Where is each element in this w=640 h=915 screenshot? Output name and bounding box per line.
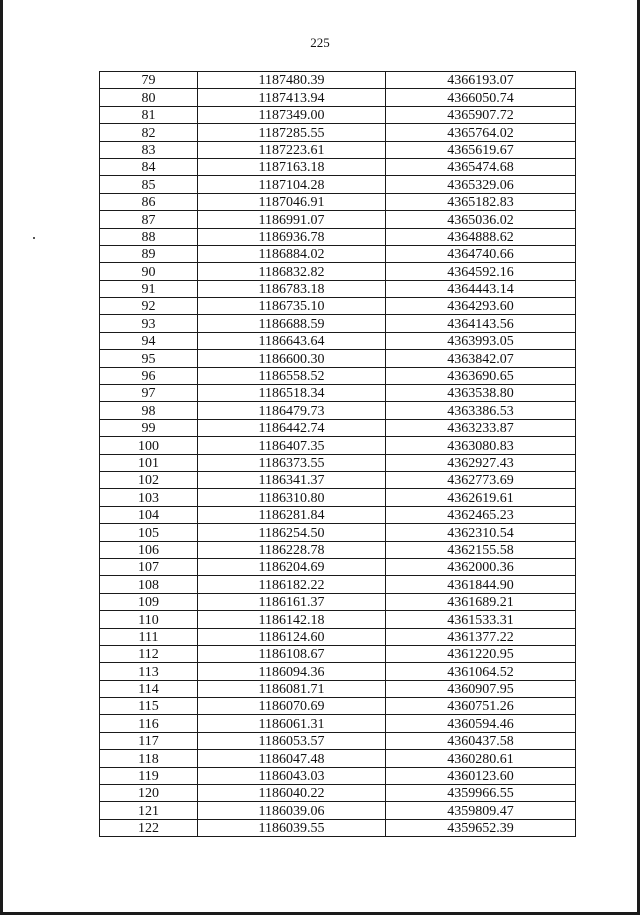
table-row	[100, 72, 576, 89]
point-number-cell: 93	[100, 315, 198, 332]
y-coordinate-cell: 4363080.83	[386, 437, 576, 454]
x-coordinate-cell: 1186061.31	[198, 715, 386, 732]
point-number-cell: 91	[100, 280, 198, 297]
x-coordinate-cell: 1186643.64	[198, 332, 386, 349]
y-coordinate-cell: 4359809.47	[386, 802, 576, 819]
point-number-cell: 111	[100, 628, 198, 645]
y-coordinate-cell: 4363993.05	[386, 332, 576, 349]
y-coordinate-cell: 4366193.07	[386, 72, 576, 89]
y-coordinate-cell: 4362619.61	[386, 489, 576, 506]
x-coordinate-cell: 1186228.78	[198, 541, 386, 558]
x-coordinate-cell: 1186735.10	[198, 298, 386, 315]
page-edge-left	[0, 0, 3, 915]
point-number-cell: 99	[100, 419, 198, 436]
point-number-cell: 117	[100, 732, 198, 749]
y-coordinate-cell: 4361844.90	[386, 576, 576, 593]
point-number-cell: 109	[100, 593, 198, 610]
y-coordinate-cell: 4361220.95	[386, 645, 576, 662]
table-row	[100, 280, 576, 297]
x-coordinate-cell: 1186936.78	[198, 228, 386, 245]
table-row	[100, 124, 576, 141]
y-coordinate-cell: 4360437.58	[386, 732, 576, 749]
point-number-cell: 84	[100, 158, 198, 175]
point-number-cell: 106	[100, 541, 198, 558]
y-coordinate-cell: 4365474.68	[386, 158, 576, 175]
y-coordinate-cell: 4364143.56	[386, 315, 576, 332]
coordinates-table	[99, 71, 576, 837]
y-coordinate-cell: 4362000.36	[386, 558, 576, 575]
point-number-cell: 122	[100, 819, 198, 836]
table-row	[100, 193, 576, 210]
x-coordinate-cell: 1187413.94	[198, 89, 386, 106]
point-number-cell: 107	[100, 558, 198, 575]
point-number-cell: 85	[100, 176, 198, 193]
y-coordinate-cell: 4365182.83	[386, 193, 576, 210]
x-coordinate-cell: 1187104.28	[198, 176, 386, 193]
x-coordinate-cell: 1186040.22	[198, 785, 386, 802]
y-coordinate-cell: 4362155.58	[386, 541, 576, 558]
table-row	[100, 819, 576, 836]
y-coordinate-cell: 4363233.87	[386, 419, 576, 436]
x-coordinate-cell: 1186182.22	[198, 576, 386, 593]
x-coordinate-cell: 1186518.34	[198, 385, 386, 402]
table-row	[100, 767, 576, 784]
table-row	[100, 419, 576, 436]
point-number-cell: 98	[100, 402, 198, 419]
x-coordinate-cell: 1186124.60	[198, 628, 386, 645]
x-coordinate-cell: 1186688.59	[198, 315, 386, 332]
table-row	[100, 158, 576, 175]
table-row	[100, 367, 576, 384]
x-coordinate-cell: 1186108.67	[198, 645, 386, 662]
x-coordinate-cell: 1186204.69	[198, 558, 386, 575]
table-row	[100, 698, 576, 715]
table-row	[100, 471, 576, 488]
x-coordinate-cell: 1186991.07	[198, 211, 386, 228]
scan-speck	[33, 237, 35, 239]
x-coordinate-cell: 1186053.57	[198, 732, 386, 749]
point-number-cell: 86	[100, 193, 198, 210]
point-number-cell: 97	[100, 385, 198, 402]
point-number-cell: 80	[100, 89, 198, 106]
point-number-cell: 114	[100, 680, 198, 697]
point-number-cell: 100	[100, 437, 198, 454]
y-coordinate-cell: 4365329.06	[386, 176, 576, 193]
point-number-cell: 88	[100, 228, 198, 245]
y-coordinate-cell: 4365036.02	[386, 211, 576, 228]
table-row	[100, 402, 576, 419]
point-number-cell: 81	[100, 106, 198, 123]
table-row	[100, 298, 576, 315]
point-number-cell: 82	[100, 124, 198, 141]
table-row	[100, 141, 576, 158]
coordinates-table-body	[100, 72, 576, 837]
x-coordinate-cell: 1186479.73	[198, 402, 386, 419]
y-coordinate-cell: 4360280.61	[386, 750, 576, 767]
table-row	[100, 628, 576, 645]
x-coordinate-cell: 1186600.30	[198, 350, 386, 367]
point-number-cell: 101	[100, 454, 198, 471]
x-coordinate-cell: 1186373.55	[198, 454, 386, 471]
y-coordinate-cell: 4365764.02	[386, 124, 576, 141]
y-coordinate-cell: 4359652.39	[386, 819, 576, 836]
y-coordinate-cell: 4360123.60	[386, 767, 576, 784]
table-row	[100, 645, 576, 662]
table-row	[100, 263, 576, 280]
table-row	[100, 350, 576, 367]
point-number-cell: 108	[100, 576, 198, 593]
x-coordinate-cell: 1186142.18	[198, 611, 386, 628]
x-coordinate-cell: 1187163.18	[198, 158, 386, 175]
x-coordinate-cell: 1186094.36	[198, 663, 386, 680]
table-row	[100, 211, 576, 228]
table-row	[100, 680, 576, 697]
x-coordinate-cell: 1186161.37	[198, 593, 386, 610]
table-row	[100, 750, 576, 767]
x-coordinate-cell: 1186310.80	[198, 489, 386, 506]
page-number: 225	[310, 35, 330, 50]
y-coordinate-cell: 4360751.26	[386, 698, 576, 715]
x-coordinate-cell: 1187480.39	[198, 72, 386, 89]
table-row	[100, 593, 576, 610]
y-coordinate-cell: 4363538.80	[386, 385, 576, 402]
point-number-cell: 110	[100, 611, 198, 628]
x-coordinate-cell: 1186832.82	[198, 263, 386, 280]
point-number-cell: 115	[100, 698, 198, 715]
point-number-cell: 104	[100, 506, 198, 523]
table-row	[100, 715, 576, 732]
point-number-cell: 105	[100, 524, 198, 541]
point-number-cell: 103	[100, 489, 198, 506]
y-coordinate-cell: 4364443.14	[386, 280, 576, 297]
table-row	[100, 89, 576, 106]
table-row	[100, 558, 576, 575]
y-coordinate-cell: 4361689.21	[386, 593, 576, 610]
table-row	[100, 454, 576, 471]
table-row	[100, 663, 576, 680]
point-number-cell: 116	[100, 715, 198, 732]
x-coordinate-cell: 1186039.55	[198, 819, 386, 836]
x-coordinate-cell: 1186783.18	[198, 280, 386, 297]
table-row	[100, 437, 576, 454]
table-row	[100, 315, 576, 332]
point-number-cell: 92	[100, 298, 198, 315]
table-row	[100, 506, 576, 523]
table-row	[100, 541, 576, 558]
table-row	[100, 524, 576, 541]
table-row	[100, 385, 576, 402]
table-row	[100, 228, 576, 245]
table-row	[100, 732, 576, 749]
table-row	[100, 332, 576, 349]
point-number-cell: 95	[100, 350, 198, 367]
x-coordinate-cell: 1186407.35	[198, 437, 386, 454]
point-number-cell: 79	[100, 72, 198, 89]
point-number-cell: 96	[100, 367, 198, 384]
x-coordinate-cell: 1186281.84	[198, 506, 386, 523]
point-number-cell: 94	[100, 332, 198, 349]
y-coordinate-cell: 4361377.22	[386, 628, 576, 645]
x-coordinate-cell: 1186884.02	[198, 245, 386, 262]
point-number-cell: 90	[100, 263, 198, 280]
y-coordinate-cell: 4362927.43	[386, 454, 576, 471]
y-coordinate-cell: 4365907.72	[386, 106, 576, 123]
point-number-cell: 102	[100, 471, 198, 488]
y-coordinate-cell: 4359966.55	[386, 785, 576, 802]
y-coordinate-cell: 4361064.52	[386, 663, 576, 680]
y-coordinate-cell: 4363842.07	[386, 350, 576, 367]
x-coordinate-cell: 1186039.06	[198, 802, 386, 819]
y-coordinate-cell: 4364740.66	[386, 245, 576, 262]
x-coordinate-cell: 1186047.48	[198, 750, 386, 767]
y-coordinate-cell: 4364888.62	[386, 228, 576, 245]
y-coordinate-cell: 4360594.46	[386, 715, 576, 732]
y-coordinate-cell: 4364293.60	[386, 298, 576, 315]
point-number-cell: 121	[100, 802, 198, 819]
point-number-cell: 118	[100, 750, 198, 767]
table-row	[100, 106, 576, 123]
y-coordinate-cell: 4364592.16	[386, 263, 576, 280]
point-number-cell: 113	[100, 663, 198, 680]
y-coordinate-cell: 4362310.54	[386, 524, 576, 541]
table-row	[100, 611, 576, 628]
y-coordinate-cell: 4363690.65	[386, 367, 576, 384]
x-coordinate-cell: 1186254.50	[198, 524, 386, 541]
table-row	[100, 576, 576, 593]
y-coordinate-cell: 4362465.23	[386, 506, 576, 523]
x-coordinate-cell: 1186081.71	[198, 680, 386, 697]
x-coordinate-cell: 1187223.61	[198, 141, 386, 158]
y-coordinate-cell: 4360907.95	[386, 680, 576, 697]
x-coordinate-cell: 1187349.00	[198, 106, 386, 123]
x-coordinate-cell: 1186442.74	[198, 419, 386, 436]
x-coordinate-cell: 1187285.55	[198, 124, 386, 141]
x-coordinate-cell: 1187046.91	[198, 193, 386, 210]
table-row	[100, 176, 576, 193]
table-row	[100, 489, 576, 506]
point-number-cell: 120	[100, 785, 198, 802]
point-number-cell: 119	[100, 767, 198, 784]
point-number-cell: 83	[100, 141, 198, 158]
point-number-cell: 112	[100, 645, 198, 662]
y-coordinate-cell: 4363386.53	[386, 402, 576, 419]
y-coordinate-cell: 4362773.69	[386, 471, 576, 488]
table-row	[100, 245, 576, 262]
x-coordinate-cell: 1186341.37	[198, 471, 386, 488]
y-coordinate-cell: 4365619.67	[386, 141, 576, 158]
y-coordinate-cell: 4361533.31	[386, 611, 576, 628]
table-row	[100, 802, 576, 819]
point-number-cell: 87	[100, 211, 198, 228]
x-coordinate-cell: 1186043.03	[198, 767, 386, 784]
x-coordinate-cell: 1186558.52	[198, 367, 386, 384]
point-number-cell: 89	[100, 245, 198, 262]
y-coordinate-cell: 4366050.74	[386, 89, 576, 106]
table-row	[100, 785, 576, 802]
x-coordinate-cell: 1186070.69	[198, 698, 386, 715]
